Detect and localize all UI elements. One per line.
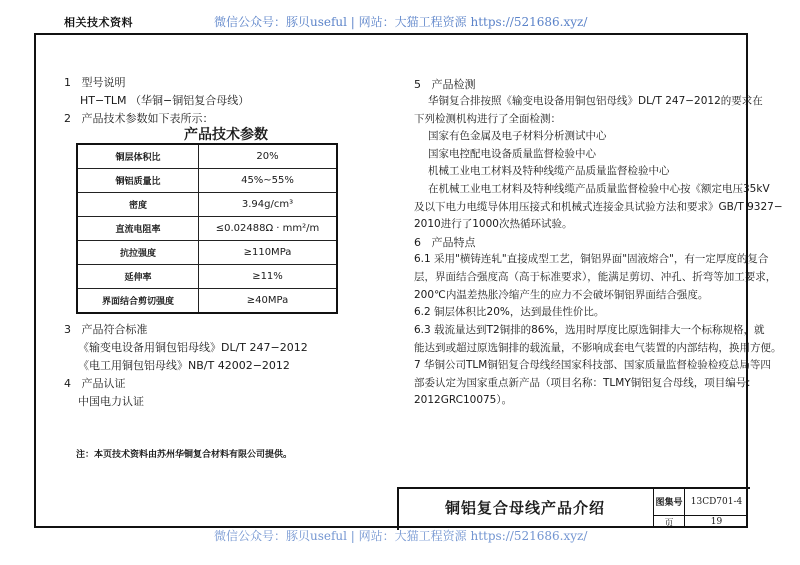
para-line: 7 华铜公司TLM铜铝复合母线经国家科技部、国家质量监督检验检疫总局等四 bbox=[414, 359, 771, 371]
watermark-bottom: 微信公众号：豚贝useful | 网站：大猫工程资源 https://521686.xyz/ bbox=[214, 529, 588, 543]
table-row: 界面结合剪切强度 ≥40MPa bbox=[77, 289, 337, 314]
para-line: 能达到或超过原选铜排的载流量，不影响成套电气装置的内部结构，换用方便。 bbox=[414, 342, 782, 354]
section-4-heading: 4 产品认证 bbox=[64, 377, 126, 390]
atlas-number-value: 13CD701-4 bbox=[690, 496, 743, 507]
para-line: 在机械工业电工材料及特种线缆产品质量监督检验中心按《额定电压35kV bbox=[428, 183, 770, 195]
drawing-title: 铜铝复合母线产品介绍 bbox=[444, 499, 605, 517]
table-row: 铜铝质量比 45%~55% bbox=[77, 169, 337, 193]
para-line: 下列检测机构进行了全面检测： bbox=[414, 113, 561, 125]
para-line: 华铜复合排按照《输变电设备用铜包铝母线》DL/T 247−2012的要求在 bbox=[428, 95, 763, 107]
lab-item: 机械工业电工材料及特种线缆产品质量监督检验中心 bbox=[428, 165, 670, 177]
page-number: 19 bbox=[710, 517, 723, 527]
para-line: 部委认定为国家重点新产品（项目名称：TLMY铜铝复合母线，项目编号： bbox=[414, 377, 757, 389]
para-line: 及以下电力电缆导体用压接式和机械式连接金具试验方法和要求》GB/T 9327− bbox=[414, 201, 783, 213]
certification-line: 中国电力认证 bbox=[78, 395, 144, 408]
table-row: 抗拉强度 ≥110MPa bbox=[77, 241, 337, 265]
section-6-heading: 6 产品特点 bbox=[414, 236, 476, 249]
table-row: 密度 3.94g/cm³ bbox=[77, 193, 337, 217]
header-label: 相关技术资料 bbox=[64, 16, 133, 29]
lab-item: 国家有色金属及电子材料分析测试中心 bbox=[428, 130, 607, 142]
table-row: 铜层体积比 20% bbox=[77, 144, 337, 169]
section-2-heading: 2 产品技术参数如下表所示： bbox=[64, 112, 214, 125]
section-1-heading: 1 型号说明 bbox=[64, 76, 126, 89]
section-3-heading: 3 产品符合标准 bbox=[64, 323, 148, 336]
para-line: 6.2 铜层体积比20%，达到最佳性价比。 bbox=[414, 306, 605, 318]
para-line: 6.1 采用"横铸连轧"直接成型工艺，铜铝界面"固液熔合"，有一定厚度的复合 bbox=[414, 253, 769, 265]
footnote: 注：本页技术资料由苏州华铜复合材料有限公司提供。 bbox=[76, 450, 293, 460]
para-line: 2012GRC10075）。 bbox=[414, 394, 513, 406]
para-line: 2010进行了1000次热循环试验。 bbox=[414, 218, 573, 230]
standard-line: 《输变电设备用铜包铝母线》DL/T 247−2012 bbox=[78, 341, 308, 354]
table-row: 延伸率 ≥11% bbox=[77, 265, 337, 289]
table-title: 产品技术参数 bbox=[184, 127, 268, 143]
lab-item: 国家电控配电设备质量监督检验中心 bbox=[428, 148, 596, 160]
page-label: 页 bbox=[664, 518, 674, 529]
model-line: HT−TLM （华铜−铜铝复合母线） bbox=[80, 94, 250, 107]
watermark-top: 微信公众号：豚贝useful | 网站：大猫工程资源 https://521686.xyz/ bbox=[214, 15, 588, 29]
table-row: 直流电阻率 ≤0.02488Ω · mm²/m bbox=[77, 217, 337, 241]
parameters-table bbox=[76, 143, 338, 314]
para-line: 200℃内温差热胀冷缩产生的应力不会破坏铜铝界面结合强度。 bbox=[414, 289, 709, 301]
para-line: 层，界面结合强度高（高于标准要求），能满足剪切、冲孔、折弯等加工要求， bbox=[414, 271, 777, 283]
atlas-number-label: 图集号 bbox=[655, 498, 683, 508]
para-line: 6.3 载流量达到T2铜排的86%，选用时厚度比原选铜排大一个标称规格，就 bbox=[414, 324, 765, 336]
standard-line: 《电工用铜包铝母线》NB/T 42002−2012 bbox=[78, 359, 290, 372]
section-5-heading: 5 产品检测 bbox=[414, 78, 476, 91]
